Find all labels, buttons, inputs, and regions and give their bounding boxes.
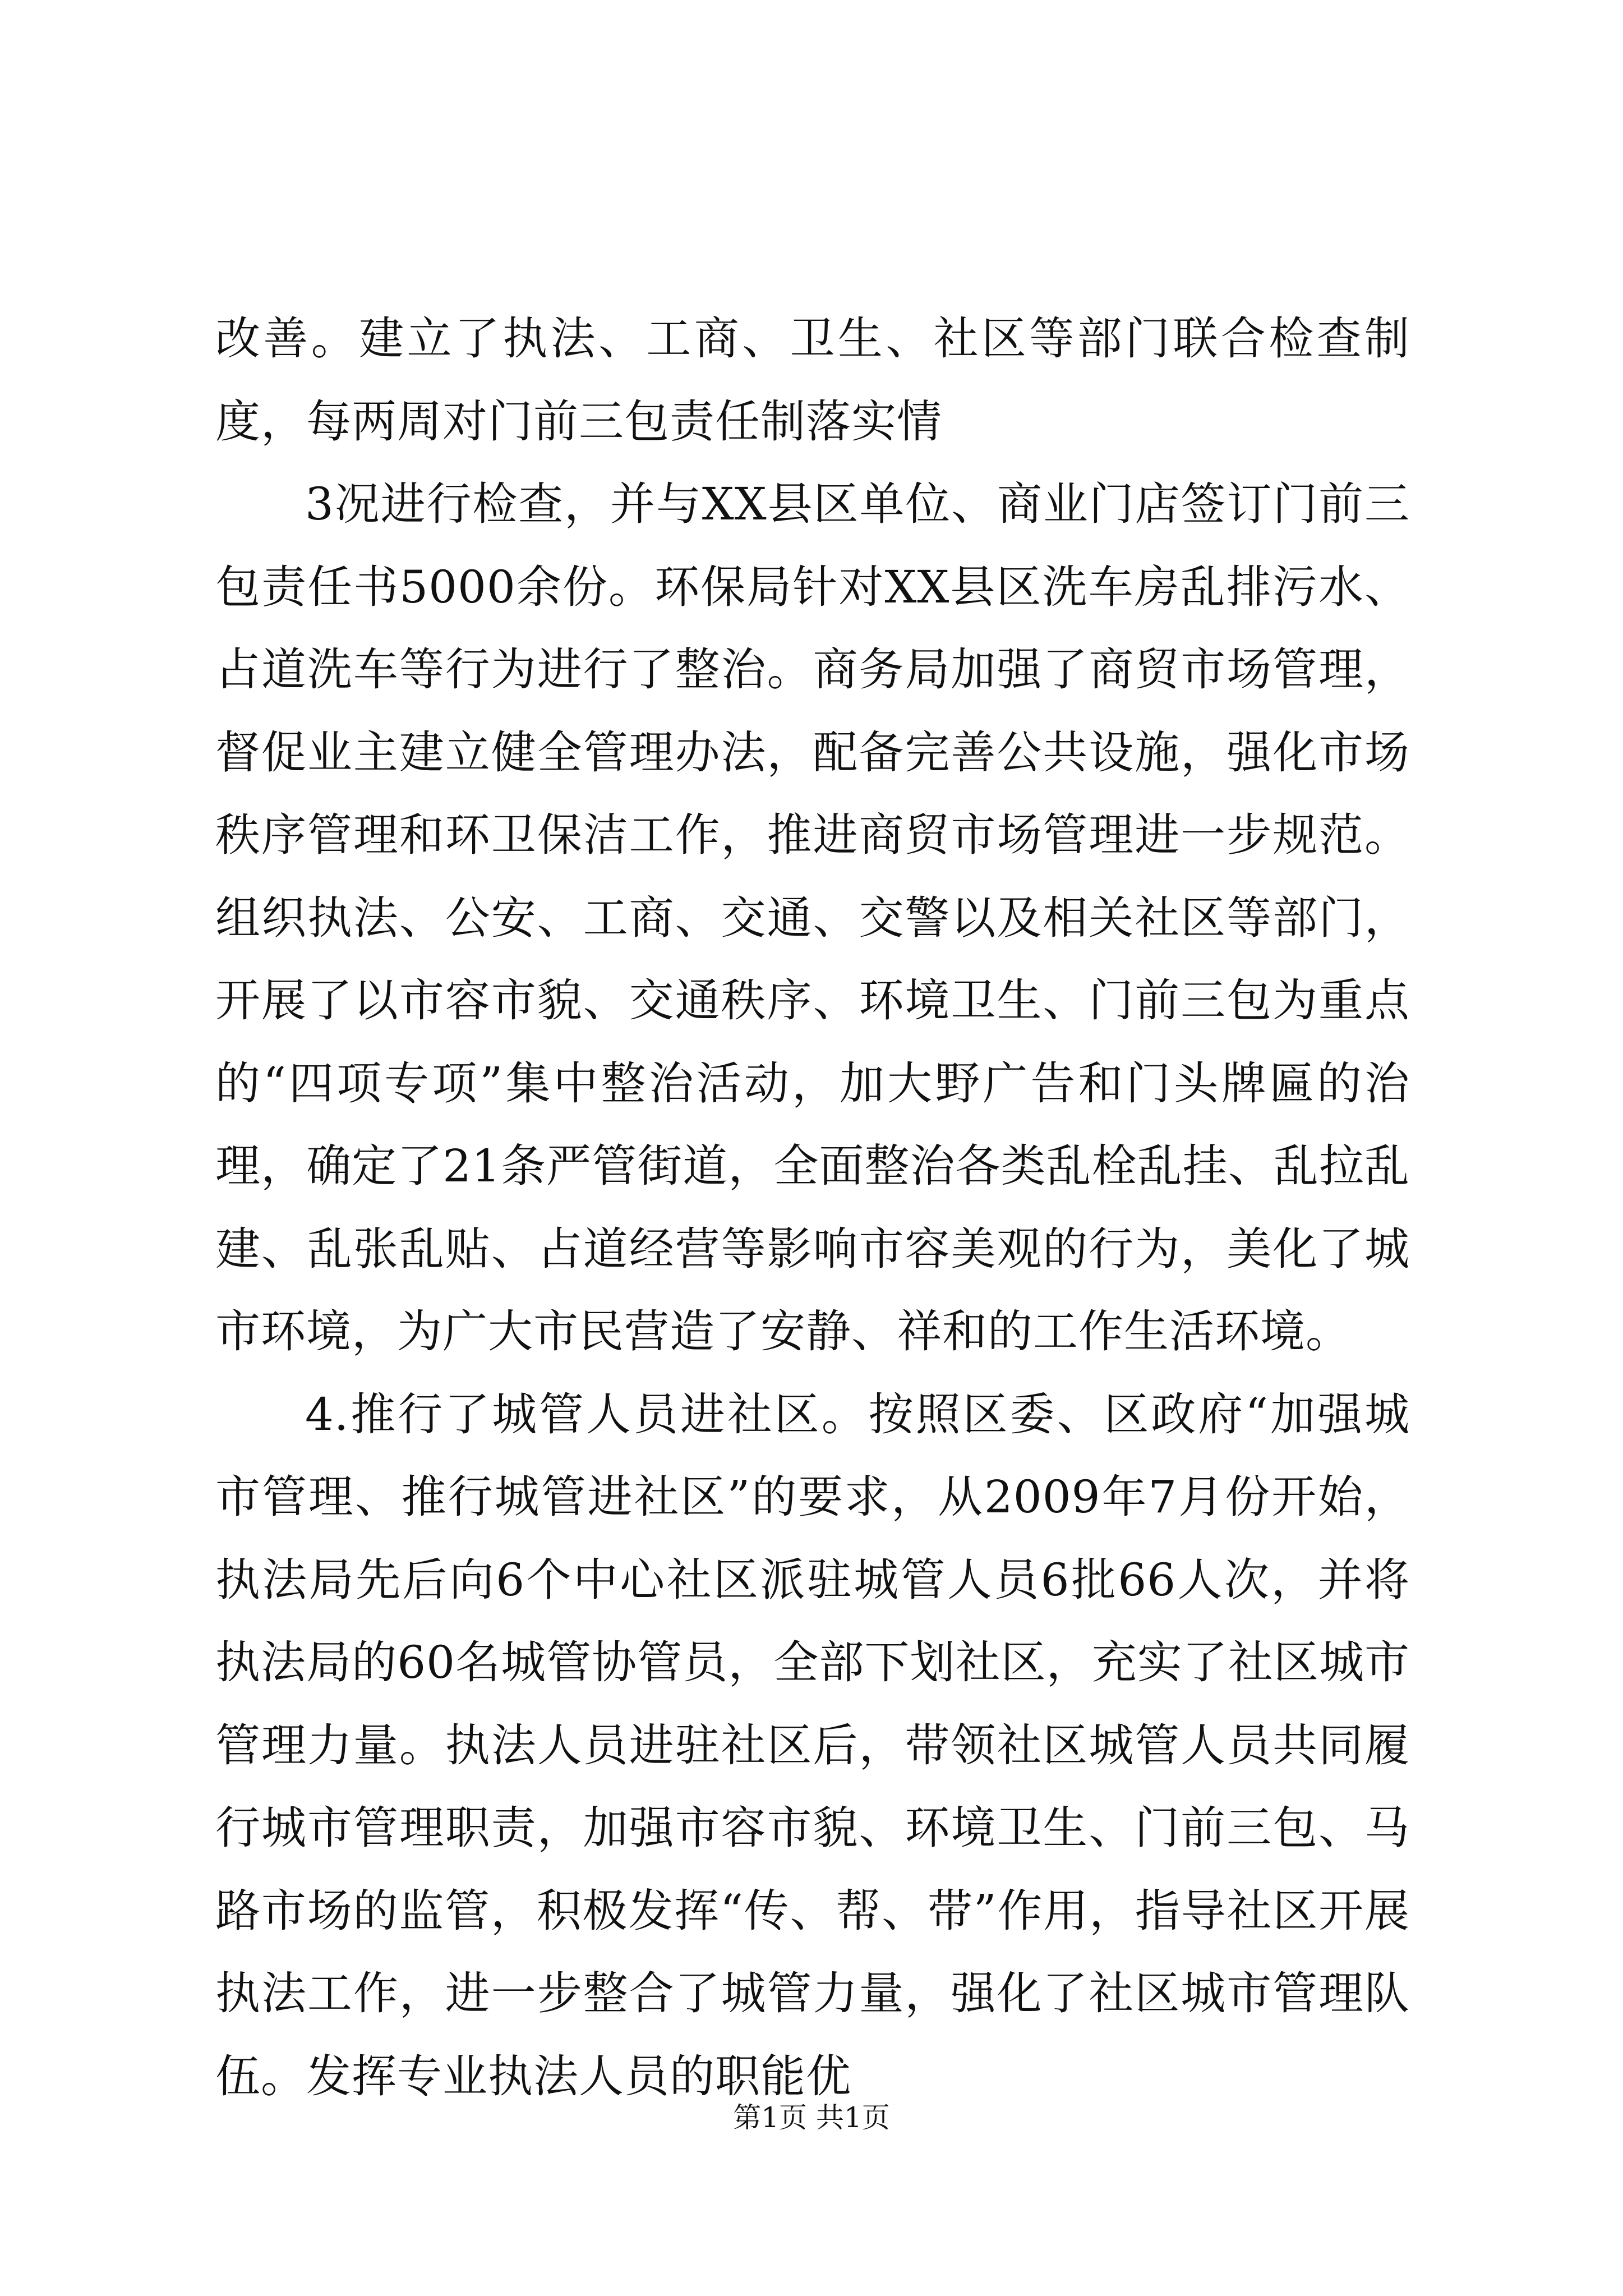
paragraph-item-4: 4.推行了城管人员进社区。按照区委、区政府“加强城市管理、推行城管进社区”的要求，从2009年7月份开始，执法局先后向6个中心社区派驻城管人员6批66人次，并将执法局的60名城管协管员，全部下划社区，充实了社区城市管理力量。执法人员进驻社区后，带领社区城管人员共同履行城市管理职责，加强市容市貌、环境卫生、门前三包、马路市场的监管，积极发挥“传、帮、带”作用，指导社区开展执法工作，进一步整合了城管力量，强化了社区城市管理队伍。发挥专业执法人员的职能优: [215, 1388, 1410, 2102]
page-footer: 第1页 共1页: [733, 2101, 890, 2134]
paragraph-item-3: 3况进行检查，并与XX县区单位、商业门店签订门前三包责任书5000余份。环保局针对XX县区洗车房乱排污水、占道洗车等行为进行了整治。商务局加强了商贸市场管理，督促业主建立健全管理办法，配备完善公共设施，强化市场秩序管理和环卫保洁工作，推进商贸市场管理进一步规范。组织执法、公安、工商、交通、交警以及相关社区等部门，开展了以市容市貌、交通秩序、环境卫生、门前三包为重点的“四项专项”集中整治活动，加大野广告和门头牌匾的治理，确定了21条严管街道，全面整治各类乱栓乱挂、乱拉乱建、乱张乱贴、占道经营等影响市容美观的行为，美化了城市环境，为广大市民营造了安静、祥和的工作生活环境。: [215, 478, 1410, 1358]
paragraph-continuation: 改善。建立了执法、工商、卫生、社区等部门联合检查制度，每两周对门前三包责任制落实情: [215, 312, 1410, 448]
document-body: [215, 297, 1410, 2118]
